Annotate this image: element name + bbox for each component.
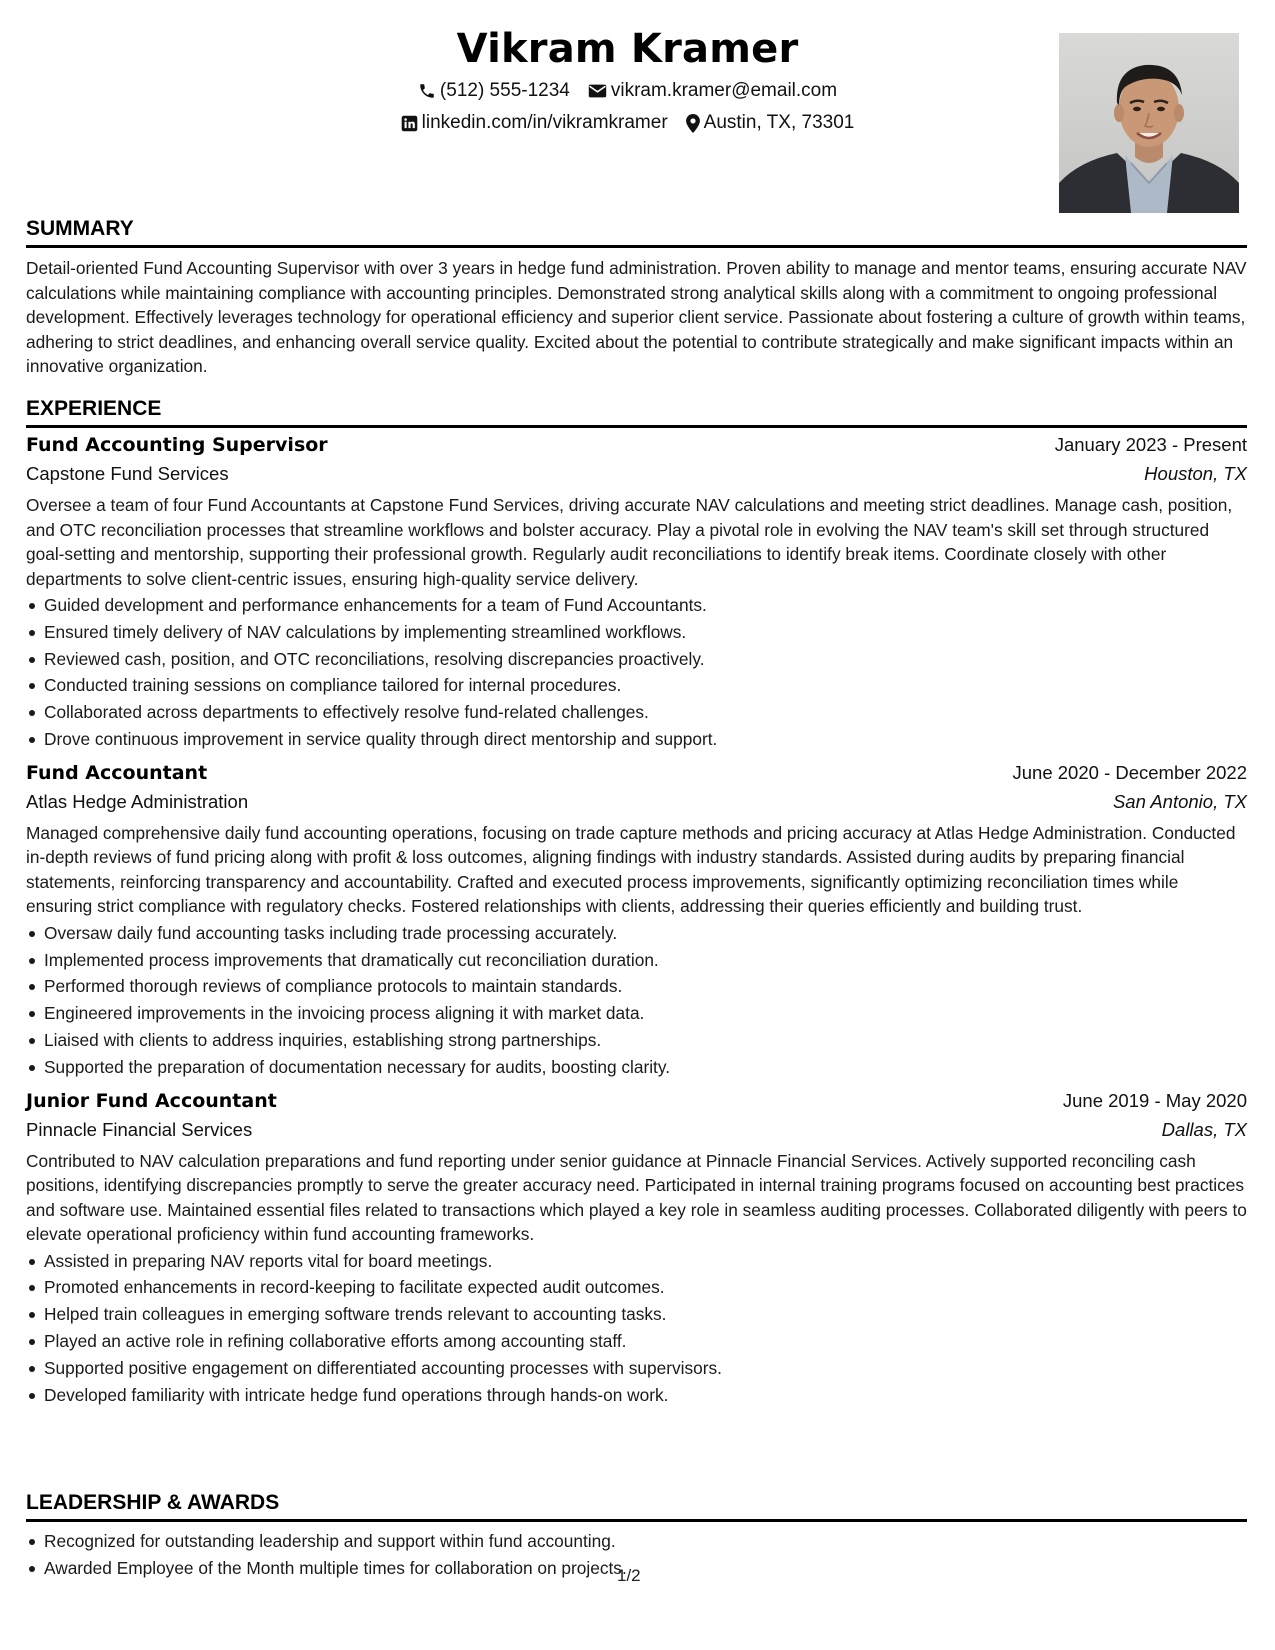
list-item: Collaborated across departments to effectively resolve fund-related challenges.	[26, 699, 1247, 726]
linkedin-contact[interactable]	[401, 112, 668, 134]
list-item: Guided development and performance enhancements for a team of Fund Accountants.	[26, 592, 1247, 619]
linkedin-icon	[401, 115, 418, 132]
awards-heading: LEADERSHIP & AWARDS	[26, 1491, 280, 1514]
job-company: Pinnacle Financial Services	[26, 1118, 253, 1140]
summary-section	[26, 216, 1247, 379]
job-dates: June 2020 - December 2022	[1012, 761, 1247, 783]
phone-contact	[418, 80, 570, 102]
experience-heading: EXPERIENCE	[26, 397, 162, 420]
list-item: Helped train colleagues in emerging software trends relevant to accounting tasks.	[26, 1301, 1247, 1328]
list-item: Assisted in preparing NAV reports vital for board meetings.	[26, 1248, 1247, 1275]
job-header	[26, 1090, 1247, 1112]
list-item: Supported positive engagement on differentiated accounting processes with supervisors.	[26, 1355, 1247, 1382]
list-item: Drove continuous improvement in service quality through direct mentorship and support.	[26, 726, 1247, 753]
list-item: Implemented process improvements that dramatically cut reconciliation duration.	[26, 947, 1247, 974]
list-item: Engineered improvements in the invoicing process aligning it with market data.	[26, 1000, 1247, 1027]
job-title: Fund Accountant	[26, 761, 208, 784]
location-text: Austin, TX, 73301	[703, 112, 855, 133]
phone-icon	[418, 82, 436, 100]
list-item: Performed thorough reviews of compliance protocols to maintain standards.	[26, 973, 1247, 1000]
job-title: Fund Accounting Supervisor	[26, 434, 328, 456]
job-description: Contributed to NAV calculation preparations and fund reporting under senior guidance at Pinnacle Financial Services. Actively supported reconciling cash positions, identifying discrepancies promptly to serve the greater accuracy need. Participated in internal training programs focused on accounting best practices and software use. Maintained essential files related to transactions which played a key role in seamless auditing processes. Collaborated diligently with peers to elevate operational proficiency within fund accounting frameworks.	[26, 1150, 1247, 1245]
summary-heading: SUMMARY	[26, 217, 134, 240]
job-bullets	[26, 592, 1247, 753]
list-item: Recognized for outstanding leadership and support within fund accounting.	[26, 1528, 1247, 1555]
job-subheader	[26, 463, 1247, 485]
list-item: Supported the preparation of documentation necessary for audits, boosting clarity.	[26, 1054, 1247, 1081]
phone-text: (512) 555-1234	[439, 80, 570, 101]
summary-text: Detail-oriented Fund Accounting Supervisor with over 3 years in hedge fund administration. Proven ability to manage and mentor teams, ensuring accurate NAV calculations while maintaining compliance with accounting principles. Demonstrated strong analytical skills along with a commitment to ongoing professional development. Effectively leverages technology for operational efficiency and superior client service. Passionate about fostering a culture of growth within teams, adhering to strict deadlines, and enhancing overall service quality. Excited about the potential to contribute strategically and make significant impacts within an innovative organization.	[26, 258, 1247, 376]
job-location: San Antonio, TX	[1112, 790, 1247, 812]
job-subheader	[26, 1119, 1247, 1141]
job-description: Oversee a team of four Fund Accountants at Capstone Fund Services, driving accurate NAV calculations and meeting strict deadlines. Manage cash, position, and OTC reconciliation processes that streamline workflows and bolster accuracy. Play a pivotal role in evolving the NAV team's skill set through structured goal-setting and mentorship, supporting their professional growth. Regularly audit reconciliations to identify break items. Coordinate closely with other departments to solve client-centric issues, ensuring high-quality service delivery.	[26, 495, 1233, 589]
email-text[interactable]: vikram.kramer@email.com	[610, 80, 838, 101]
job-bullets	[26, 1248, 1247, 1409]
job-header	[26, 434, 1247, 456]
location-contact	[686, 112, 855, 134]
job-header	[26, 762, 1247, 784]
candidate-name: Vikram Kramer	[456, 26, 799, 72]
job-dates: June 2019 - May 2020	[1062, 1089, 1247, 1111]
list-item: Awarded Employee of the Month multiple times for collaboration on projects.	[26, 1555, 1247, 1582]
job-company: Capstone Fund Services	[26, 463, 229, 484]
list-item: Oversaw daily fund accounting tasks including trade processing accurately.	[26, 920, 1247, 947]
job-bullets	[26, 920, 1247, 1081]
list-item: Promoted enhancements in record-keeping to facilitate expected audit outcomes.	[26, 1274, 1247, 1301]
list-item: Ensured timely delivery of NAV calculations by implementing streamlined workflows.	[26, 619, 1247, 646]
page-number: 1/2	[617, 1566, 641, 1585]
list-item: Liaised with clients to address inquiries, establishing strong partnerships.	[26, 1027, 1247, 1054]
job-title: Junior Fund Accountant	[26, 1089, 277, 1112]
job-location: Houston, TX	[1144, 463, 1247, 484]
job-description: Managed comprehensive daily fund accounting operations, focusing on trade capture methods and pricing accuracy at Atlas Hedge Administration. Conducted in-depth reviews of fund pricing along with profit & loss outcomes, aligning findings with industry standards. Assisted during audits by preparing financial statements, reinforcing transparency and accountability. Crafted and executed process improvements, significantly optimizing reconciliation times while ensuring strict compliance with regulatory checks. Fostered relationships with clients, addressing their queries efficiently and building trust.	[26, 822, 1236, 917]
job-entry	[26, 762, 1247, 1081]
map-pin-icon	[686, 114, 700, 133]
job-dates: January 2023 - Present	[1054, 434, 1247, 455]
section-divider	[26, 1519, 1247, 1522]
list-item: Conducted training sessions on compliance tailored for internal procedures.	[26, 672, 1247, 699]
email-contact[interactable]	[588, 80, 837, 102]
envelope-icon	[588, 83, 607, 99]
experience-section	[26, 396, 1247, 1408]
linkedin-text[interactable]: linkedin.com/in/vikramkramer	[421, 112, 668, 133]
list-item: Played an active role in refining collaborative efforts among accounting staff.	[26, 1328, 1247, 1355]
profile-photo	[1059, 33, 1239, 213]
section-divider	[26, 425, 1247, 428]
job-location: Dallas, TX	[1161, 1118, 1247, 1140]
job-subheader	[26, 791, 1247, 813]
list-item: Reviewed cash, position, and OTC reconciliations, resolving discrepancies proactively.	[26, 646, 1247, 673]
job-entry	[26, 434, 1247, 753]
job-company: Atlas Hedge Administration	[26, 790, 249, 812]
job-entry	[26, 1090, 1247, 1409]
list-item: Developed familiarity with intricate hedge fund operations through hands-on work.	[26, 1382, 1247, 1409]
section-divider	[26, 245, 1247, 248]
